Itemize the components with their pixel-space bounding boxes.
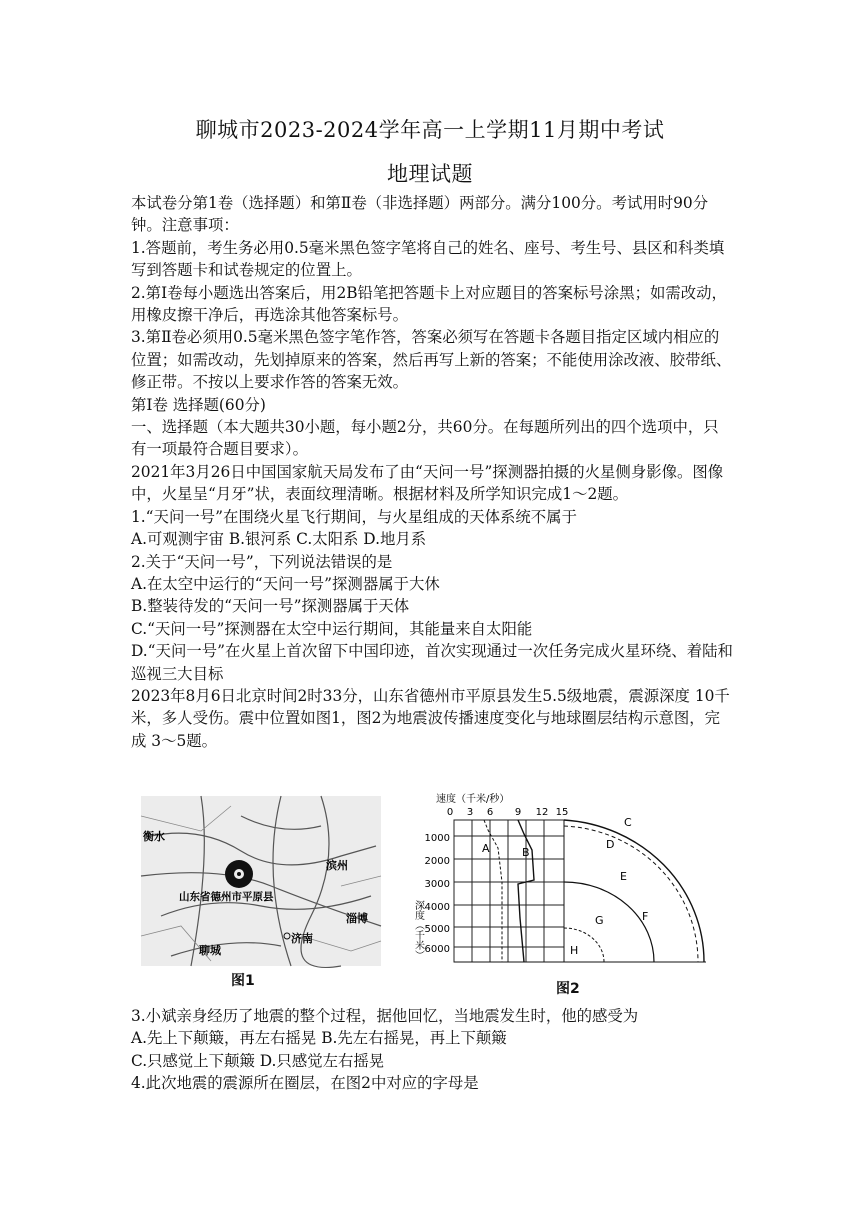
svg-text:C: C	[624, 816, 632, 829]
q2-option-b: B.整装待发的“天问一号”探测器属于天体	[131, 597, 410, 616]
exam-subtitle: 地理试题	[387, 162, 473, 186]
figure-2-caption: 图2	[556, 981, 580, 997]
q3-options-cd: C.只感觉上下颠簸 D.只感觉左右摇晃	[131, 1051, 385, 1070]
passage-1: 2021年3月26日中国国家航天局发布了由“天问一号”探测器拍摄的火星侧身影像。图像中，火星呈“月牙”状，表面纹理清晰。根据材料及所学知识完成1～2题。	[131, 462, 724, 504]
svg-text:9: 9	[514, 807, 522, 818]
q3-stem: 3.小斌亲身经历了地震的整个过程，据他回忆，当地震发生时，他的感受为	[131, 1007, 639, 1025]
svg-text:H: H	[570, 944, 579, 957]
svg-text:15: 15	[555, 807, 569, 818]
q2-option-d: D.“天问一号”在火星上首次留下中国印迹，首次实现通过一次任务完成火星环绕、着陆和巡视三大目标	[131, 642, 733, 683]
svg-text:0: 0	[446, 807, 454, 818]
passage-2: 2023年8月6日北京时间2时33分，山东省德州市平原县发生5.5级地震，震源深度 10千米，多人受伤。震中位置如图1，图2为地震波传播速度变化与地球圈层结构示意图，完成 3～5题。	[131, 686, 730, 750]
depth-axis-label: 深度（千米）	[412, 900, 424, 960]
q1-options: A.可观测宇宙 B.银河系 C.太阳系 D.地月系	[131, 530, 427, 549]
svg-text:4000: 4000	[424, 902, 450, 913]
map-label-epicenter: 山东省德州市平原县	[179, 891, 274, 903]
q2-option-a: A.在太空中运行的“天问一号”探测器属于大休	[131, 574, 440, 593]
q4-stem: 4.此次地震的震源所在圈层，在图2中对应的字母是	[131, 1074, 479, 1093]
intro-line: 本试卷分第1卷（选择题）和第Ⅱ卷（非选择题）两部分。满分100分。考试用时90分钟。注意事项：	[131, 194, 709, 235]
svg-text:A: A	[482, 842, 490, 855]
svg-text:3000: 3000	[424, 879, 450, 890]
diagram-letters	[482, 816, 648, 957]
svg-text:5000: 5000	[424, 924, 450, 935]
svg-text:E: E	[620, 870, 627, 883]
svg-text:1000: 1000	[424, 833, 450, 844]
svg-text:2000: 2000	[424, 856, 450, 867]
svg-text:G: G	[595, 914, 604, 927]
speed-axis-label: 速度（千米/秒）	[436, 794, 510, 805]
intro-line: 1.答题前，考生务必用0.5毫米黑色签字笔将自己的姓名、座号、考生号、县区和科类填写到答题卡和试卷规定的位置上。	[131, 238, 725, 280]
section-heading: 第Ⅰ卷 选择题(60分)	[131, 395, 266, 414]
map-label-liaocheng: 聊城	[199, 944, 221, 957]
map-label-jinan: 济南	[291, 932, 313, 945]
svg-text:3: 3	[466, 807, 474, 818]
exam-body-bottom	[131, 1005, 733, 1095]
map-label-binzhou: 滨州	[326, 859, 348, 872]
q2-stem: 2.关于“天问一号”，下列说法错误的是	[131, 552, 393, 571]
svg-text:12: 12	[535, 807, 549, 818]
depth-ticks	[425, 833, 450, 955]
figure-2-diagram	[414, 788, 714, 970]
speed-ticks	[447, 807, 569, 818]
exam-body-top	[131, 192, 733, 752]
section-instruction: 一、选择题（本大题共30小题，每小题2分，共60分。在每题所列出的四个选项中，只有一项最符合题目要求）。	[131, 418, 719, 459]
map-label-zibo: 淄博	[346, 912, 368, 925]
q1-stem: 1.“天问一号”在围绕火星飞行期间，与火星组成的天体系统不属于	[131, 507, 577, 526]
q3-options-ab: A.先上下颠簸，再左右摇晃 B.先左右摇晃，再上下颠簸	[131, 1029, 507, 1048]
figure-1-map	[141, 796, 381, 966]
intro-line: 2.第Ⅰ卷每小题选出答案后，用2B铅笔把答题卡上对应题目的答案标号涂黑；如需改动，用橡皮擦干净后，再选涂其他答案标号。	[131, 283, 727, 325]
map-label-hengshui: 衡水	[143, 830, 165, 843]
intro-line: 3.第Ⅱ卷必须用0.5毫米黑色签字笔作答，答案必须写在答题卡各题目指定区域内相应的位置；如需改动，先划掉原来的答案，然后再写上新的答案；不能使用涂改液、胶带纸、修正带。不按以上要求作答的答案无效。	[131, 328, 732, 392]
q2-option-c: C.“天问一号”探测器在太空中运行期间，其能量来自太阳能	[131, 619, 533, 638]
figure-1-caption: 图1	[231, 973, 255, 989]
svg-text:D: D	[606, 838, 615, 851]
svg-text:6: 6	[486, 807, 494, 818]
svg-text:B: B	[522, 846, 530, 859]
exam-title: 聊城市2023-2024学年高一上学期11月期中考试	[195, 118, 665, 142]
svg-text:F: F	[642, 910, 649, 923]
svg-text:6000: 6000	[424, 944, 450, 955]
